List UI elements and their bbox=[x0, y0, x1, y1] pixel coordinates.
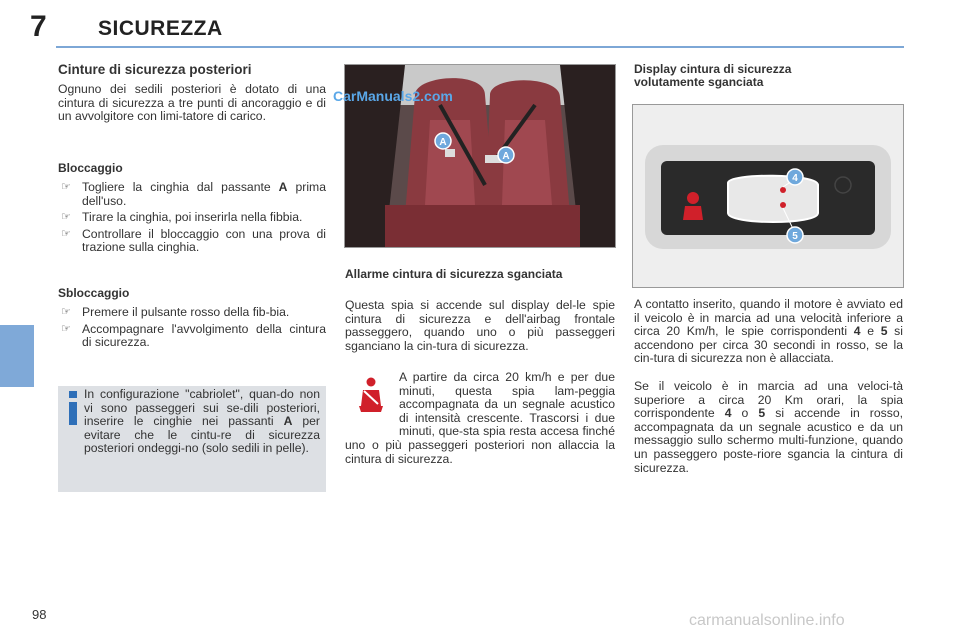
icon-spacer bbox=[345, 371, 399, 437]
footer-site-watermark: carmanualsonline.info bbox=[689, 612, 845, 629]
chapter-number: 7 bbox=[30, 10, 47, 43]
info-icon bbox=[64, 391, 82, 425]
bullet-arrow-icon: ☞ bbox=[61, 322, 71, 335]
bullet-arrow-icon: ☞ bbox=[61, 181, 71, 193]
chapter-side-tab bbox=[0, 325, 34, 387]
list-item: ☞ Premere il pulsante rosso della fib-bia. bbox=[61, 305, 290, 319]
chapter-title: SICUREZZA bbox=[98, 17, 223, 40]
callout-4: 4 bbox=[792, 173, 798, 184]
display-heading: Display cintura di sicurezza volutamente sganciata bbox=[634, 62, 792, 89]
header-rule bbox=[56, 46, 904, 48]
unlock-heading: Sbloccaggio bbox=[58, 286, 130, 300]
page-number: 98 bbox=[32, 607, 47, 622]
section-title: Cinture di sicurezza posteriori bbox=[58, 62, 252, 77]
list-item: ☞ Accompagnare l'avvolgimento della cintura di sicurezza. bbox=[61, 321, 326, 350]
intro-paragraph: Ognuno dei sedili posteriori è dotato di una cintura di sicurezza a tre punti di ancoraggio e di un avvolgitore con limi-tatore di carico. bbox=[58, 82, 326, 124]
lock-heading: Bloccaggio bbox=[58, 161, 123, 175]
bullet-arrow-icon: ☞ bbox=[61, 211, 71, 224]
callout-a-right: A bbox=[502, 151, 510, 162]
alarm-paragraph-2: A partire da circa 20 km/h e per due minuti, questa spia lam-peggia accompagnata da un segnale acustico di intensità crescente. Trascorsi i due minuti, que-sta spia resta accesa finché uno o più passeggeri posteriori non allaccia la cintura di sicurezza. bbox=[345, 370, 615, 466]
lock-list bbox=[58, 181, 326, 258]
list-item: ☞ Togliere la cinghia dal passante A prima dell'uso. bbox=[61, 180, 326, 208]
list-item: ☞ Tirare la cinghia, poi inserirla nella fibbia. bbox=[61, 210, 303, 225]
alarm-paragraph-1: Questa spia si accende sul display del-le spie cintura di sicurezza e dell'airbag frontale passeggero, quando uno o più passeggeri sganciano la cin-tura di sicurezza. bbox=[345, 298, 615, 353]
bullet-arrow-icon: ☞ bbox=[61, 227, 71, 240]
callout-a-left: A bbox=[439, 137, 447, 148]
bullet-arrow-icon: ☞ bbox=[61, 306, 71, 318]
seatbelt-display-illustration bbox=[632, 104, 904, 288]
callout-5: 5 bbox=[792, 231, 798, 242]
list-item: ☞ Controllare il bloccaggio con una prova di trazione sulla cinghia. bbox=[61, 226, 326, 255]
info-text: In configurazione "cabriolet", quan-do non vi sono passeggeri sui se-dili posteriori, inserire le cinghie nei passanti A per evitare che le cintu-re di sicurezza posteriori ondeggi-no (solo sedili in pelle). bbox=[84, 387, 320, 456]
watermark: CarManuals2.com bbox=[333, 88, 453, 104]
unlock-list bbox=[58, 306, 326, 353]
display-paragraph-1: A contatto inserito, quando il motore è avviato ed il veicolo è in marcia ad una velocità inferiore a circa 20 Km/h, le spie corrispondenti 4 e 5 si accendono per circa 30 secondi in rosso, se la cin-tura di sicurezza non è allacciata. bbox=[634, 297, 903, 366]
display-paragraph-2: Se il veicolo è in marcia ad una veloci-tà superiore a circa 20 Km orari, la spia corrispondente 4 o 5 si accende in rosso, accompagnata da un segnale acustico e da un messaggio sullo schermo multi-funzione, quando un passeggero poste-riore sgancia la cintura di sicurezza. bbox=[634, 379, 903, 475]
alarm-heading: Allarme cintura di sicurezza sganciata bbox=[345, 267, 563, 281]
